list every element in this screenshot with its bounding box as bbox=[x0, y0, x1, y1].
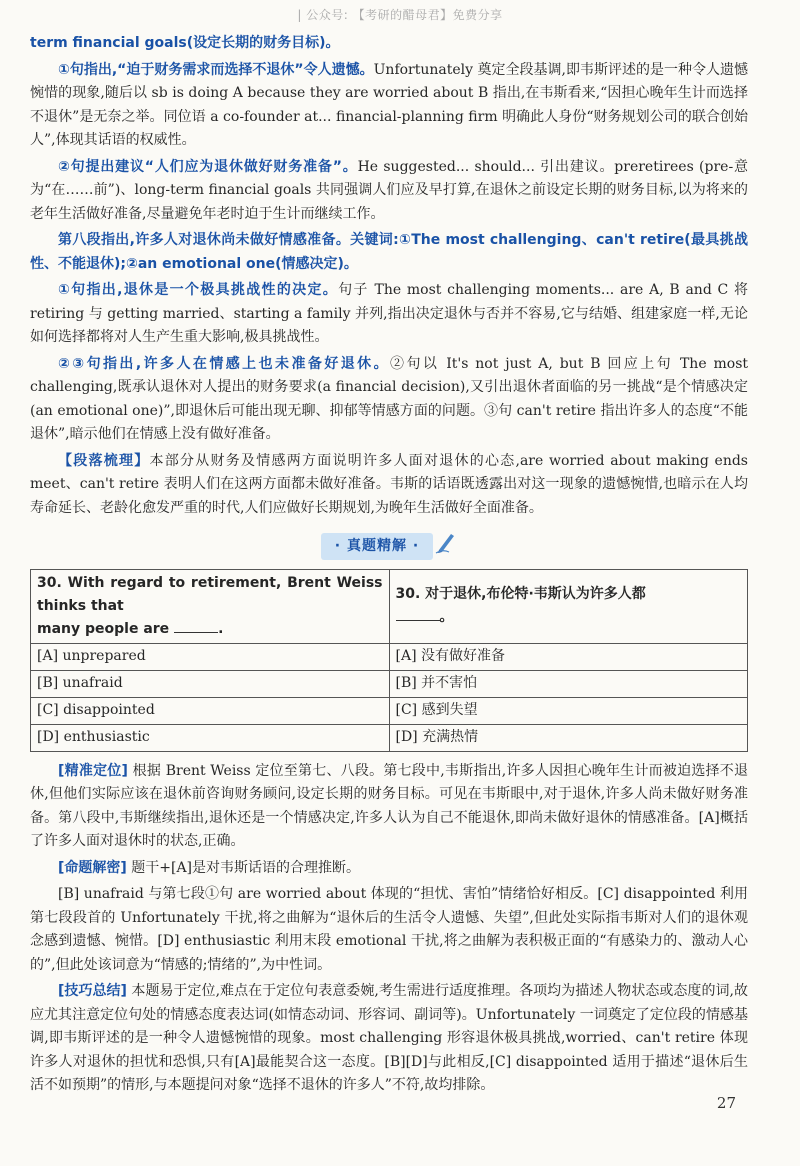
page-number: 27 bbox=[716, 1094, 736, 1112]
paragraph-summary-tag: 【段落梳理】 bbox=[58, 452, 150, 469]
paragraph-5-head: ②③句指出,许多人在情感上也未准备好退休。 bbox=[58, 355, 391, 372]
option-row-b bbox=[31, 670, 748, 697]
option-b-cn: [B] 并不害怕 bbox=[389, 670, 748, 697]
paragraph-1 bbox=[30, 59, 748, 153]
paragraph-5 bbox=[30, 353, 748, 447]
paragraph-4-head: ①句指出,退休是一个极具挑战性的决定。 bbox=[58, 282, 339, 298]
question-stem-en bbox=[31, 569, 390, 643]
analysis-locate-body: 根据 Brent Weiss 定位至第七、八段。第七段中,韦斯指出,许多人因担心晚年生计而被迫选择不退休,但他们实际应该在退休前咨询财务顾问,设定长期的财务目标。可见在韦斯眼中,对于退休,许多人尚未做好财务准备。第八段中,韦斯继续指出,退休还是一个情感决定,许多人认为自己不能退休,即尚未做好退休的情感准备。[A]概括了许多人面对退休时的状态,正确。 bbox=[30, 762, 749, 849]
analysis-locate-tag: [精准定位] bbox=[58, 762, 128, 779]
answer-blank-en bbox=[174, 618, 218, 633]
question-table bbox=[30, 569, 748, 752]
option-a-en: [A] unprepared bbox=[31, 643, 390, 670]
option-row-a bbox=[31, 643, 748, 670]
pen-icon bbox=[435, 530, 457, 563]
stem-en-line1: 30. With regard to retirement, Brent Weiss thinks that bbox=[37, 574, 383, 614]
watermark-text: | 公众号: 【考研的醋母君】免费分享 bbox=[297, 8, 503, 22]
analysis-decode-body: 题干+[A]是对韦斯话语的合理推断。 bbox=[131, 859, 361, 876]
analysis-tips-tag: [技巧总结] bbox=[58, 983, 127, 999]
paragraph-2 bbox=[30, 156, 748, 227]
question-stem-cn bbox=[389, 569, 748, 643]
paragraph-1-head: ①句指出,“迫于财务需求而选择不退休”令人遗憾。 bbox=[58, 61, 374, 78]
question-stem-row bbox=[31, 569, 748, 643]
paragraph-3 bbox=[30, 229, 748, 276]
analysis-tips-body: 本题易于定位,难点在于定位句表意委婉,考生需进行适度推理。各项均为描述人物状态或态度的词,故应尤其注意定位句处的情感态度表达词(如情态动词、形容词、副词等)。Unfortunately 一词奠定了定位段的情感基调,即韦斯评述的是一种令人遗憾惋惜的现象。most challenging 形容退休极具挑战,worried、can't retire 体现许多人对退休的担忧和恐惧,只有[A]最能契合这一态度。[B][D]与此相反,[C] disappointed 适用于描述“退休后生活不如预期”的情形,与本题提问对象“选择不退休的许多人”不符,故均排除。 bbox=[30, 983, 748, 1093]
option-row-d bbox=[31, 724, 748, 751]
analysis-locate bbox=[30, 760, 748, 854]
paragraph-1-body: Unfortunately 奠定全段基调,即韦斯评述的是一种令人遗憾惋惜的现象,随后以 sb is doing A because they are worried about B 指出,在韦斯看来,“因担心晚年生计而选择不退休”是无奈之举。同位语 a co-founder at... financial-planning firm 明确此人身份“财务规划公司的联合创始人”,体现其话语的权威性。 bbox=[30, 61, 748, 148]
option-row-c bbox=[31, 697, 748, 724]
stem-en-period: . bbox=[218, 620, 224, 637]
paragraph-2-head: ②句提出建议“人们应为退休做好财务准备”。 bbox=[58, 158, 358, 175]
paragraph-0-bold: term financial goals(设定长期的财务目标)。 bbox=[30, 35, 340, 51]
page-content bbox=[30, 32, 748, 1101]
paragraph-3-head: 第八段指出,许多人对退休尚未做好情感准备。关键词:①The most challenging、can't retire(最具挑战性、不能退休);②an emotional one(情感决定)。 bbox=[30, 232, 748, 272]
stem-cn-period: 。 bbox=[439, 609, 454, 625]
paragraph-0 bbox=[30, 32, 748, 56]
analysis-decode bbox=[30, 857, 748, 881]
paragraph-summary-body: 本部分从财务及情感两方面说明许多人面对退休的心态,are worried about making ends meet、can't retire 表明人们在这两方面都未做好准备。韦斯的话语既透露出对这一现象的遗憾惋惜,也暗示在人均寿命延长、老龄化愈发严重的时代,人们应做好长期规划,为晚年生活做好全面准备。 bbox=[30, 452, 748, 516]
option-c-en: [C] disappointed bbox=[31, 697, 390, 724]
analysis-decode-tag: [命题解密] bbox=[58, 859, 127, 876]
analysis-tips bbox=[30, 980, 748, 1098]
stem-en-line2: many people are bbox=[37, 620, 170, 637]
paragraph-2-body: He suggested... should... 引出建议。preretirees (pre-意为“在……前”)、long-term financial goals 共同强调人们应及早打算,在退休之前设定长期的财务目标,以为将来的老年生活做好准备,尽量避免年老时迫于生计而继续工作。 bbox=[30, 158, 748, 222]
paragraph-5-body: ②句以 It's not just A, but B 回应上句 The most challenging,既承认退休对人提出的财务要求(a financial decision),又引出退休者面临的另一挑战“是个情感决定(an emotional one)”,即退休后可能出现无聊、抑郁等情感方面的问题。③句 can't retire 指出许多人的态度“不能退休”,暗示他们在情感上没有做好准备。 bbox=[30, 355, 748, 442]
option-d-cn: [D] 充满热情 bbox=[389, 724, 748, 751]
analysis-distractors bbox=[30, 883, 748, 977]
option-b-en: [B] unafraid bbox=[31, 670, 390, 697]
section-banner bbox=[30, 530, 748, 563]
option-d-en: [D] enthusiastic bbox=[31, 724, 390, 751]
paragraph-4 bbox=[30, 279, 748, 350]
section-banner-label: · 真题精解 · bbox=[321, 533, 433, 561]
analysis-distractors-body: [B] unafraid 与第七段①句 are worried about 体现的“担忧、害怕”情绪恰好相反。[C] disappointed 利用第七段段首的 Unfortunately 干扰,将之曲解为“退休后的生活令人遗憾、失望”,但此处实际指韦斯对人们的退休观念感到遗憾、惋惜。[D] enthusiastic 利用末段 emotional 干扰,将之曲解为表积极正面的“有感染力的、激动人心的”,但此处该词意为“情感的;情绪的”,为中性词。 bbox=[30, 886, 748, 973]
answer-blank-cn bbox=[396, 606, 440, 621]
paragraph-4-body: 句子 The most challenging moments... are A, B and C 将 retiring 与 getting married、starting a family 并列,指出决定退休与否并不容易,它与结婚、组建家庭一样,无论如何选择都将对人生产生重大影响,极具挑战性。 bbox=[30, 282, 749, 345]
option-c-cn: [C] 感到失望 bbox=[389, 697, 748, 724]
paragraph-summary bbox=[30, 450, 748, 521]
option-a-cn: [A] 没有做好准备 bbox=[389, 643, 748, 670]
stem-cn-line1: 30. 对于退休,布伦特·韦斯认为许多人都 bbox=[395, 586, 646, 602]
